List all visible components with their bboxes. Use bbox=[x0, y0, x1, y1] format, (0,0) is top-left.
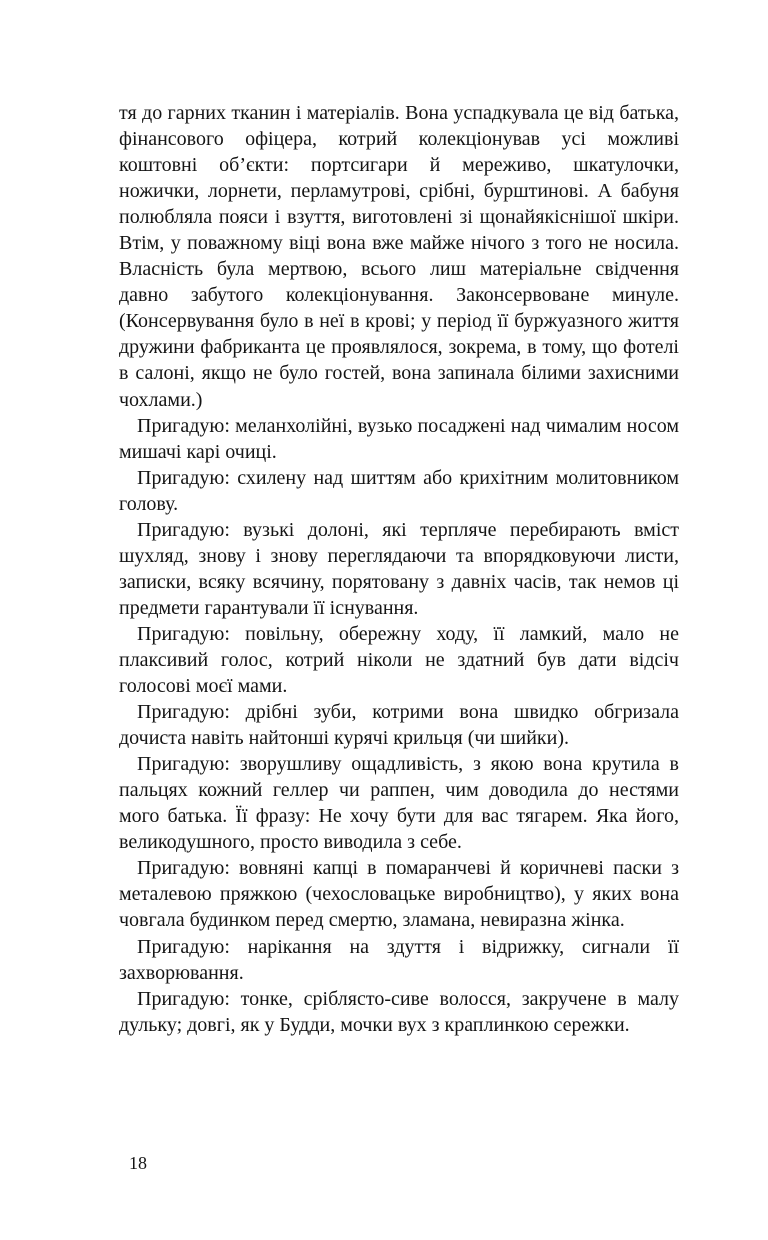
paragraph-10: Пригадую: тонке, сріблясто-сиве волосся, закручене в малу дульку; довгі, як у Будди, мочки вух з краплинкою сережки. bbox=[119, 987, 679, 1036]
paragraph-7: Пригадую: зворушливу ощадливість, з якою вона крутила в пальцях кожний геллер чи раппен, чим доводила до нестями мого батька. Її фразу: Не хочу бути для вас тягарем. Яка його, великодушного, просто виводила з себе. bbox=[119, 753, 679, 854]
paragraph-6: Пригадую: дрібні зуби, котрими вона швидко обгризала дочиста навіть найтонші курячі крильця (чи шийки). bbox=[119, 701, 679, 750]
page-number: 18 bbox=[129, 1153, 147, 1173]
paragraph-2: Пригадую: меланхолійні, вузько посаджені над чималим носом мишачі карі очиці. bbox=[119, 414, 679, 463]
paragraph-4: Пригадую: вузькі долоні, які терпляче перебирають вміст шухляд, знову і знову переглядаючи та впорядковуючи листи, записки, всяку всячину, порятовану з давніх часів, так немов ці предмети гарантували її існування. bbox=[119, 518, 679, 619]
paragraph-9: Пригадую: нарікання на здуття і відрижку, сигнали її захворювання. bbox=[119, 935, 679, 984]
paragraph-5: Пригадую: повільну, обережну ходу, її ламкий, мало не плаксивий голос, котрий ніколи не здатний був дати відсіч голосові моєї мами. bbox=[119, 622, 679, 698]
paragraph-3: Пригадую: схилену над шиттям або крихітним молитовником голову. bbox=[119, 466, 679, 515]
page-text bbox=[119, 100, 679, 1038]
paragraph-8: Пригадую: вовняні капці в помаранчеві й коричневі паски з металевою пряжкою (чехословацьке виробництво), у яких вона човгала будинком перед смертю, зламана, невиразна жінка. bbox=[119, 857, 679, 932]
paragraph-1: тя до гарних тканин і матеріалів. Вона успадкувала це від батька, фінансового офіцера, котрий колекціонував усі можливі коштовні об’єкти: портсигари й мереживо, шкатулочки, ножички, лорнети, перламутрові, срібні, бурштинові. А бабуня полюбляла пояси і взуття, виготовлені зі щонайякіснішої шкіри. Втім, у поважному віці вона вже майже нічого з того не носила. Власність була мертвою, всього лиш матеріальне свідчення давно забутого колекціонування. Законсервоване минуле. (Консервування було в неї в крові; у період її буржуазного життя дружини фабриканта це проявлялося, зокрема, в тому, що фотелі в салоні, якщо не було гостей, вона запинала білими захисними чохлами.) bbox=[119, 102, 679, 411]
